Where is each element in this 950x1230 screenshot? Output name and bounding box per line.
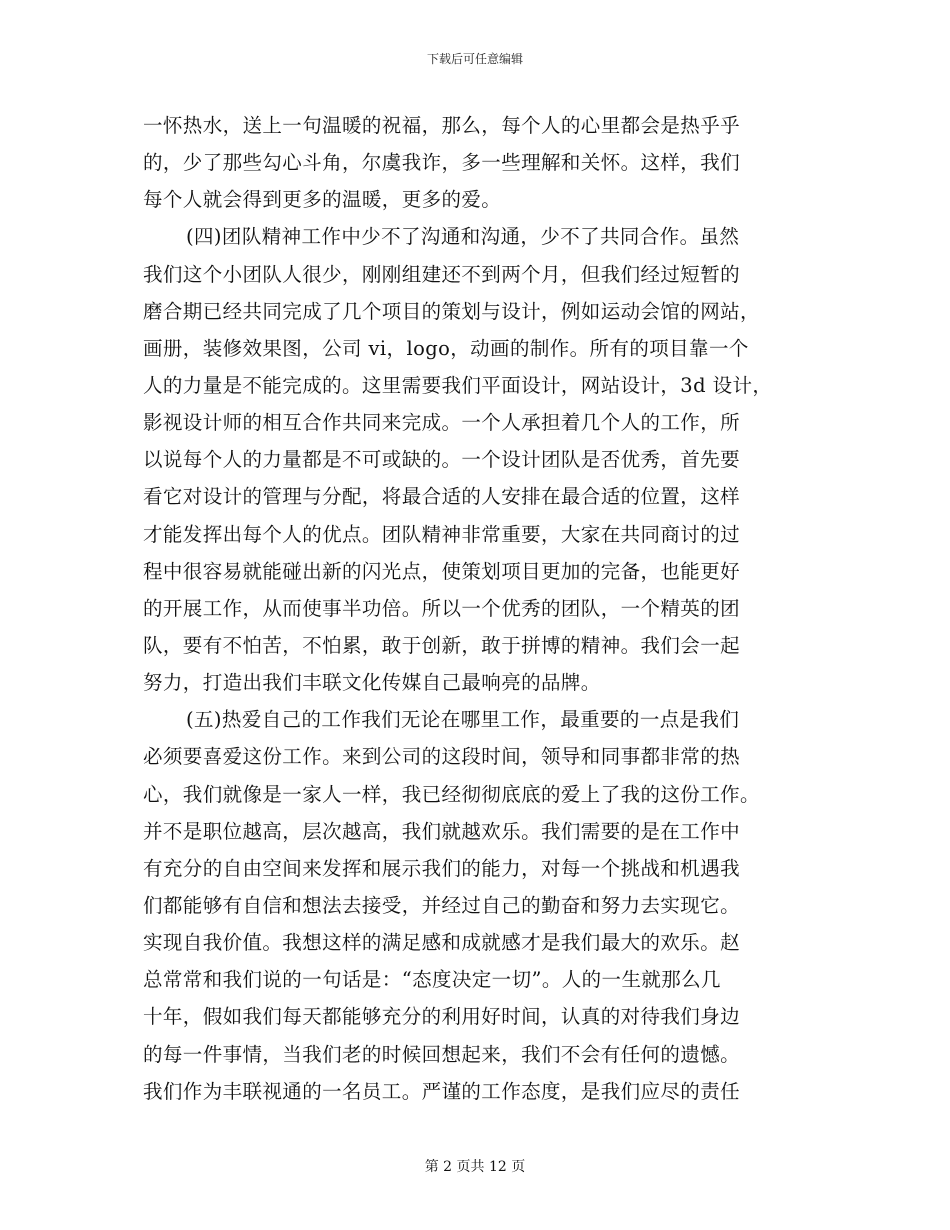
- text-line: 才能发挥出每个人的优点。团队精神非常重要，大家在共同商讨的过: [143, 522, 741, 546]
- text-line: 一怀热水，送上一句温暖的祝福，那么，每个人的心里都会是热乎乎: [143, 114, 741, 137]
- text-line: 我们作为丰联视通的一名员工。严谨的工作态度，是我们应尽的责任: [143, 1079, 741, 1103]
- text-line: 以说每个人的力量都是不可或缺的。一个设计团队是否优秀，首先要: [143, 448, 741, 472]
- text-line: 必须要喜爱这份工作。来到公司的这段时间，领导和同事都非常的热: [143, 745, 741, 769]
- text-line: 磨合期已经共同完成了几个项目的策划与设计，例如运动会馆的网站，: [143, 299, 760, 323]
- page-header: 下载后可任意编辑: [426, 52, 523, 66]
- text-line: 十年，假如我们每天都能够充分的利用好时间，认真的对待我们身边: [143, 1005, 741, 1029]
- document-body: [143, 107, 823, 1110]
- text-line: 的开展工作，从而使事半功倍。所以一个优秀的团队，一个精英的团: [143, 596, 741, 620]
- text-line: 们都能够有自信和想法去接受，并经过自己的勤奋和努力去实现它。: [143, 893, 741, 917]
- text-line: 有充分的自由空间来发挥和展示我们的能力，对每一个挑战和机遇我: [143, 856, 741, 880]
- text-line: 每个人就会得到更多的温暖，更多的爱。: [143, 188, 502, 212]
- paragraph-start-line: (五)热爱自己的工作我们无论在哪里工作，最重要的一点是我们: [186, 708, 740, 732]
- page-footer: 第 2 页共 12 页: [424, 1159, 526, 1175]
- paragraph-start-line: (四)团队精神工作中少不了沟通和沟通，少不了共同合作。虽然: [186, 225, 740, 249]
- text-line: 实现自我价值。我想这样的满足感和成就感才是我们最大的欢乐。赵: [143, 931, 741, 955]
- text-line: 心，我们就像是一家人一样，我已经彻彻底底的爱上了我的这份工作。: [143, 782, 760, 806]
- text-line: 总常常和我们说的一句话是：“态度决定一切”。人的一生就那么几: [143, 968, 721, 992]
- text-line: 努力，打造出我们丰联文化传媒自己最响亮的品牌。: [143, 671, 601, 695]
- text-line: 看它对设计的管理与分配，将最合适的人安排在最合适的位置，这样: [143, 485, 741, 509]
- text-line: 的每一件事情，当我们老的时候回想起来，我们不会有任何的遗憾。: [143, 1042, 741, 1066]
- text-line: 画册，装修效果图，公司 vi，logo，动画的制作。所有的项目靠一个: [143, 336, 749, 360]
- text-line: 人的力量是不能完成的。这里需要我们平面设计，网站设计，3d 设计，: [143, 373, 773, 397]
- text-line: 影视设计师的相互合作共同来完成。一个人承担着几个人的工作，所: [143, 411, 741, 435]
- text-line: 的，少了那些勾心斗角，尔虞我诈，多一些理解和关怀。这样，我们: [143, 151, 741, 175]
- text-line: 并不是职位越高，层次越高，我们就越欢乐。我们需要的是在工作中: [143, 819, 741, 843]
- text-line: 程中很容易就能碰出新的闪光点，使策划项目更加的完备，也能更好: [143, 559, 741, 583]
- text-line: 我们这个小团队人很少，刚刚组建还不到两个月，但我们经过短暂的: [143, 262, 741, 286]
- text-line: 队，要有不怕苦，不怕累，敢于创新，敢于拼博的精神。我们会一起: [143, 633, 741, 657]
